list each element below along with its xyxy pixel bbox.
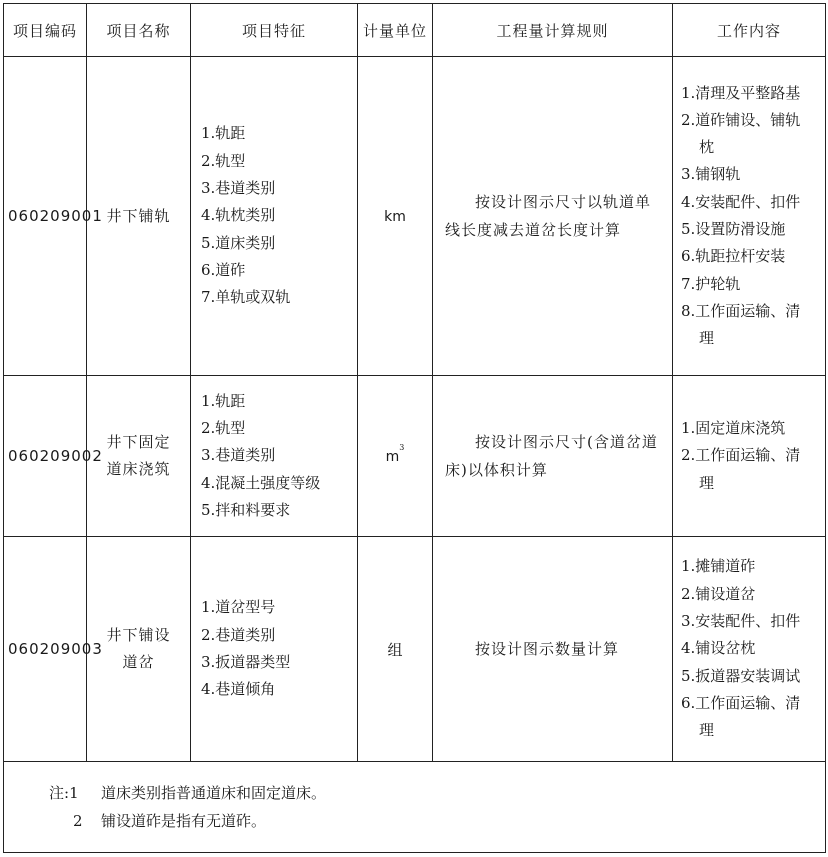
work-item: 7.护轮轨: [681, 274, 741, 293]
item-code: 060209002: [4, 376, 87, 537]
work-item: 5.扳道器安装调试: [681, 666, 801, 685]
feature-item: 5.拌和料要求: [201, 500, 291, 519]
feature-item: 6.道砟: [201, 260, 246, 279]
item-work: [673, 57, 826, 376]
work-item: 2.工作面运输、清: [681, 446, 801, 465]
work-item: 4.铺设岔枕: [681, 639, 756, 658]
item-features: [191, 376, 358, 537]
note-prefix: 注:: [49, 784, 70, 802]
note-label: [49, 779, 101, 807]
notes-cell: [4, 762, 826, 853]
feature-item: 4.巷道倾角: [201, 680, 276, 699]
header-name: 项目名称: [87, 4, 191, 57]
item-name-line: 井下铺轨: [106, 206, 171, 225]
work-item: 1.固定道床浇筑: [681, 419, 786, 438]
feature-item: 1.轨距: [201, 391, 246, 410]
work-item: 1.清理及平整路基: [681, 83, 801, 102]
table-row: [4, 376, 826, 537]
work-item: 8.工作面运输、清: [681, 301, 801, 320]
item-unit: 组: [358, 537, 433, 762]
feature-item: 1.轨距: [201, 124, 246, 143]
work-item-continued: 理: [699, 329, 715, 348]
work-item: 2.道砟铺设、铺轨: [681, 110, 801, 129]
note-text: 铺设道砟是指有无道砟。: [101, 812, 267, 830]
work-item: 2.铺设道岔: [681, 584, 756, 603]
work-item-continued: 理: [699, 473, 715, 492]
item-name-line: 道岔: [122, 653, 155, 671]
item-rule: 按设计图示尺寸(含道岔道床)以体积计算: [433, 376, 673, 537]
feature-item: 3.巷道类别: [201, 179, 276, 198]
feature-item: 4.混凝土强度等级: [201, 473, 321, 492]
feature-item: 4.轨枕类别: [201, 206, 276, 225]
feature-item: 3.扳道器类型: [201, 653, 291, 671]
feature-item: 3.巷道类别: [201, 446, 276, 465]
table-row: [4, 537, 826, 762]
work-item: 4.安装配件、扣件: [681, 192, 801, 211]
header-code: 项目编码: [4, 4, 87, 57]
note-line: [49, 807, 825, 835]
note-number: 1: [69, 784, 79, 802]
work-item: 3.铺钢轨: [681, 165, 741, 184]
feature-item: 2.轨型: [201, 419, 246, 438]
item-name-line: 道床浇筑: [106, 460, 171, 478]
item-name-line: 井下铺设: [106, 626, 171, 644]
header-features: 项目特征: [191, 4, 358, 57]
work-item: 6.工作面运输、清: [681, 693, 801, 712]
work-item-continued: 理: [699, 721, 715, 740]
work-item: 1.摊铺道砟: [681, 557, 756, 576]
item-code: 060209003: [4, 537, 87, 762]
note-line: [49, 779, 825, 807]
item-features: [191, 537, 358, 762]
work-item: 3.安装配件、扣件: [681, 612, 801, 631]
note-number: 2: [73, 812, 83, 830]
work-item: 6.轨距拉杆安装: [681, 247, 786, 266]
header-row: [4, 4, 826, 57]
header-rule: 工程量计算规则: [433, 4, 673, 57]
feature-item: 1.道岔型号: [201, 598, 276, 617]
item-rule: 按设计图示数量计算: [433, 537, 673, 762]
note-text: 道床类别指普通道床和固定道床。: [101, 784, 327, 802]
feature-item: 2.巷道类别: [201, 625, 276, 644]
feature-item: 2.轨型: [201, 151, 246, 170]
feature-item: 5.道床类别: [201, 233, 276, 252]
item-rule: 按设计图示尺寸以轨道单线长度减去道岔长度计算: [433, 57, 673, 376]
unit-value: m: [385, 449, 400, 465]
item-unit: [358, 57, 433, 376]
work-item-continued: 枕: [699, 138, 715, 157]
work-item: 5.设置防滑设施: [681, 220, 786, 238]
item-code: 060209001: [4, 57, 87, 376]
unit-superscript: 3: [399, 443, 405, 452]
item-unit: [358, 376, 433, 537]
item-work: [673, 376, 826, 537]
item-features: [191, 57, 358, 376]
notes-row: [4, 762, 826, 853]
header-work: 工作内容: [673, 4, 826, 57]
feature-item: 7.单轨或双轨: [201, 288, 291, 307]
table-row: [4, 57, 826, 376]
header-unit: 计量单位: [358, 4, 433, 57]
item-name-line: 井下固定: [106, 433, 171, 451]
item-work: [673, 537, 826, 762]
spec-table: [3, 3, 826, 853]
unit-value: km: [384, 209, 406, 225]
